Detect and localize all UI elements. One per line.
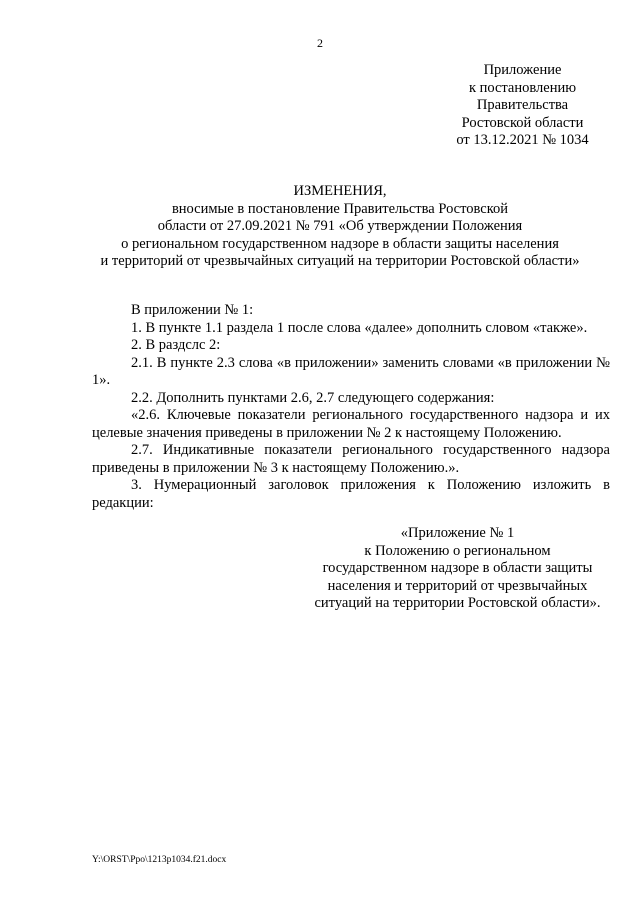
new-appendix-line: населения и территорий от чрезвычайных xyxy=(327,577,588,594)
appendix-ref-line: Приложение xyxy=(483,62,562,78)
page-number: 2 xyxy=(317,36,323,50)
footer-file-path: Y:\ORST\Ppo\1213p1034.f21.docx xyxy=(92,855,227,865)
appendix-ref-line: к постановлению xyxy=(468,79,577,96)
new-appendix-line: государственном надзоре в области защиты xyxy=(322,560,593,576)
paragraph: 2.7. Индикативные показатели регионального государственного надзора приведены в приложении № 3 к настоящему Положению.». xyxy=(92,442,610,476)
paragraph: 1. В пункте 1.1 раздела 1 после слова «далее» дополнить словом «также». xyxy=(131,319,588,336)
appendix-ref-line: от 13.12.2021 № 1034 xyxy=(456,132,589,148)
body-text xyxy=(92,302,610,512)
paragraph: В приложении № 1: xyxy=(131,302,254,318)
title-line: о региональном государственном надзоре в области защиты населения xyxy=(121,235,559,252)
title-heading: ИЗМЕНЕНИЯ, xyxy=(293,183,387,199)
title-line: и территорий от чрезвычайных ситуаций на территории Ростовской области» xyxy=(100,253,580,269)
new-appendix-heading xyxy=(305,525,610,613)
appendix-ref-line: Правительства xyxy=(476,97,569,113)
paragraph: 2.2. Дополнить пунктами 2.6, 2.7 следующего содержания: xyxy=(131,389,495,406)
paragraph: 2. В раздслс 2: xyxy=(131,337,221,353)
paragraph: 3. Нумерационный заголовок приложения к Положению изложить в редакции: xyxy=(92,477,610,511)
paragraph: 2.1. В пункте 2.3 слова «в приложении» заменить словами «в приложении № 1». xyxy=(92,354,610,388)
appendix-reference xyxy=(440,62,605,150)
new-appendix-line: к Положению о региональном xyxy=(364,542,551,559)
appendix-ref-line: Ростовской области xyxy=(461,114,584,131)
new-appendix-line: «Приложение № 1 xyxy=(400,525,515,541)
new-appendix-line: ситуаций на территории Ростовской области». xyxy=(314,595,601,611)
paragraph: «2.6. Ключевые показатели регионального государственного надзора и их целевые значения приведены в приложении № 2 к настоящему Положению. xyxy=(92,407,610,441)
document-title xyxy=(60,183,620,271)
title-line: области от 27.09.2021 № 791 «Об утверждении Положения xyxy=(157,218,523,234)
title-line: вносимые в постановление Правительства Ростовской xyxy=(171,200,509,217)
